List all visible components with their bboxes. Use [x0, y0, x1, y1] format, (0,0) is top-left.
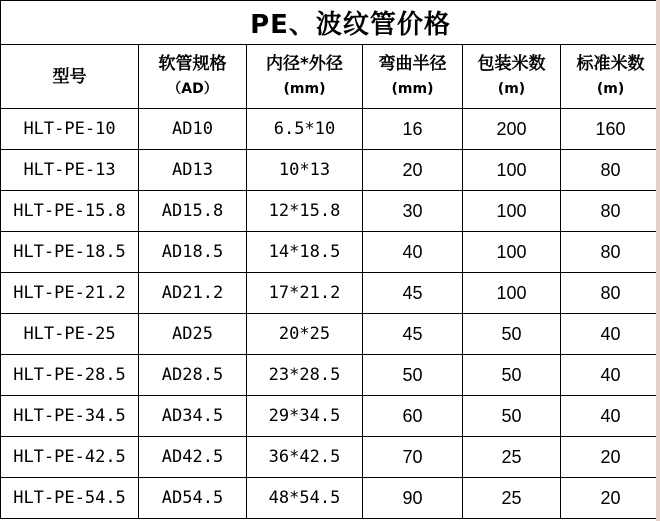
- diameter-cell: 48*54.5: [247, 478, 363, 519]
- table-row: [1, 150, 660, 191]
- table-row: [1, 314, 660, 355]
- header-package-length: 包装米数 (m): [463, 45, 561, 109]
- spec-cell: AD13: [139, 150, 247, 191]
- diameter-cell: 36*42.5: [247, 437, 363, 478]
- table-row: [1, 232, 660, 273]
- bend-radius-cell: 70: [363, 437, 463, 478]
- standard-length-cell: 20: [561, 437, 660, 478]
- package-length-cell: 100: [463, 191, 561, 232]
- header-hose-spec: 软管规格 （AD）: [139, 45, 247, 109]
- spec-cell: AD10: [139, 109, 247, 150]
- diameter-cell: 6.5*10: [247, 109, 363, 150]
- table-row: [1, 273, 660, 314]
- diameter-cell: 14*18.5: [247, 232, 363, 273]
- model-cell: HLT-PE-34.5: [1, 396, 139, 437]
- standard-length-cell: 80: [561, 150, 660, 191]
- standard-length-cell: 40: [561, 314, 660, 355]
- header-standard-length: 标准米数 (m): [561, 45, 660, 109]
- bend-radius-cell: 45: [363, 314, 463, 355]
- table-row: [1, 478, 660, 519]
- edge-shade: [656, 0, 660, 521]
- package-length-cell: 25: [463, 478, 561, 519]
- model-cell: HLT-PE-42.5: [1, 437, 139, 478]
- package-length-cell: 50: [463, 314, 561, 355]
- package-length-cell: 200: [463, 109, 561, 150]
- model-cell: HLT-PE-18.5: [1, 232, 139, 273]
- header-bend-radius: 弯曲半径 (mm): [363, 45, 463, 109]
- spec-cell: AD54.5: [139, 478, 247, 519]
- package-length-cell: 50: [463, 355, 561, 396]
- package-length-cell: 100: [463, 150, 561, 191]
- table-title: PE、波纹管价格: [1, 1, 660, 45]
- standard-length-cell: 20: [561, 478, 660, 519]
- spec-cell: AD18.5: [139, 232, 247, 273]
- diameter-cell: 17*21.2: [247, 273, 363, 314]
- title-row: [1, 1, 660, 45]
- spec-cell: AD25: [139, 314, 247, 355]
- bend-radius-cell: 30: [363, 191, 463, 232]
- standard-length-cell: 80: [561, 273, 660, 314]
- bend-radius-cell: 20: [363, 150, 463, 191]
- package-length-cell: 50: [463, 396, 561, 437]
- table-row: [1, 437, 660, 478]
- model-cell: HLT-PE-15.8: [1, 191, 139, 232]
- bend-radius-cell: 90: [363, 478, 463, 519]
- spec-cell: AD34.5: [139, 396, 247, 437]
- spec-cell: AD42.5: [139, 437, 247, 478]
- model-cell: HLT-PE-10: [1, 109, 139, 150]
- bend-radius-cell: 60: [363, 396, 463, 437]
- bend-radius-cell: 16: [363, 109, 463, 150]
- bend-radius-cell: 50: [363, 355, 463, 396]
- standard-length-cell: 80: [561, 191, 660, 232]
- bend-radius-cell: 45: [363, 273, 463, 314]
- spec-cell: AD28.5: [139, 355, 247, 396]
- diameter-cell: 20*25: [247, 314, 363, 355]
- model-cell: HLT-PE-54.5: [1, 478, 139, 519]
- standard-length-cell: 40: [561, 396, 660, 437]
- standard-length-cell: 160: [561, 109, 660, 150]
- standard-length-cell: 40: [561, 355, 660, 396]
- diameter-cell: 29*34.5: [247, 396, 363, 437]
- model-cell: HLT-PE-21.2: [1, 273, 139, 314]
- bend-radius-cell: 40: [363, 232, 463, 273]
- model-cell: HLT-PE-28.5: [1, 355, 139, 396]
- table-row: [1, 355, 660, 396]
- spec-cell: AD21.2: [139, 273, 247, 314]
- table-row: [1, 396, 660, 437]
- spec-cell: AD15.8: [139, 191, 247, 232]
- diameter-cell: 23*28.5: [247, 355, 363, 396]
- package-length-cell: 100: [463, 273, 561, 314]
- model-cell: HLT-PE-25: [1, 314, 139, 355]
- diameter-cell: 12*15.8: [247, 191, 363, 232]
- model-cell: HLT-PE-13: [1, 150, 139, 191]
- header-inner-outer-diameter: 内径*外径 (mm): [247, 45, 363, 109]
- package-length-cell: 25: [463, 437, 561, 478]
- standard-length-cell: 80: [561, 232, 660, 273]
- header-model: 型号: [1, 45, 139, 109]
- diameter-cell: 10*13: [247, 150, 363, 191]
- package-length-cell: 100: [463, 232, 561, 273]
- header-row: [1, 45, 660, 109]
- table-row: [1, 109, 660, 150]
- table-row: [1, 191, 660, 232]
